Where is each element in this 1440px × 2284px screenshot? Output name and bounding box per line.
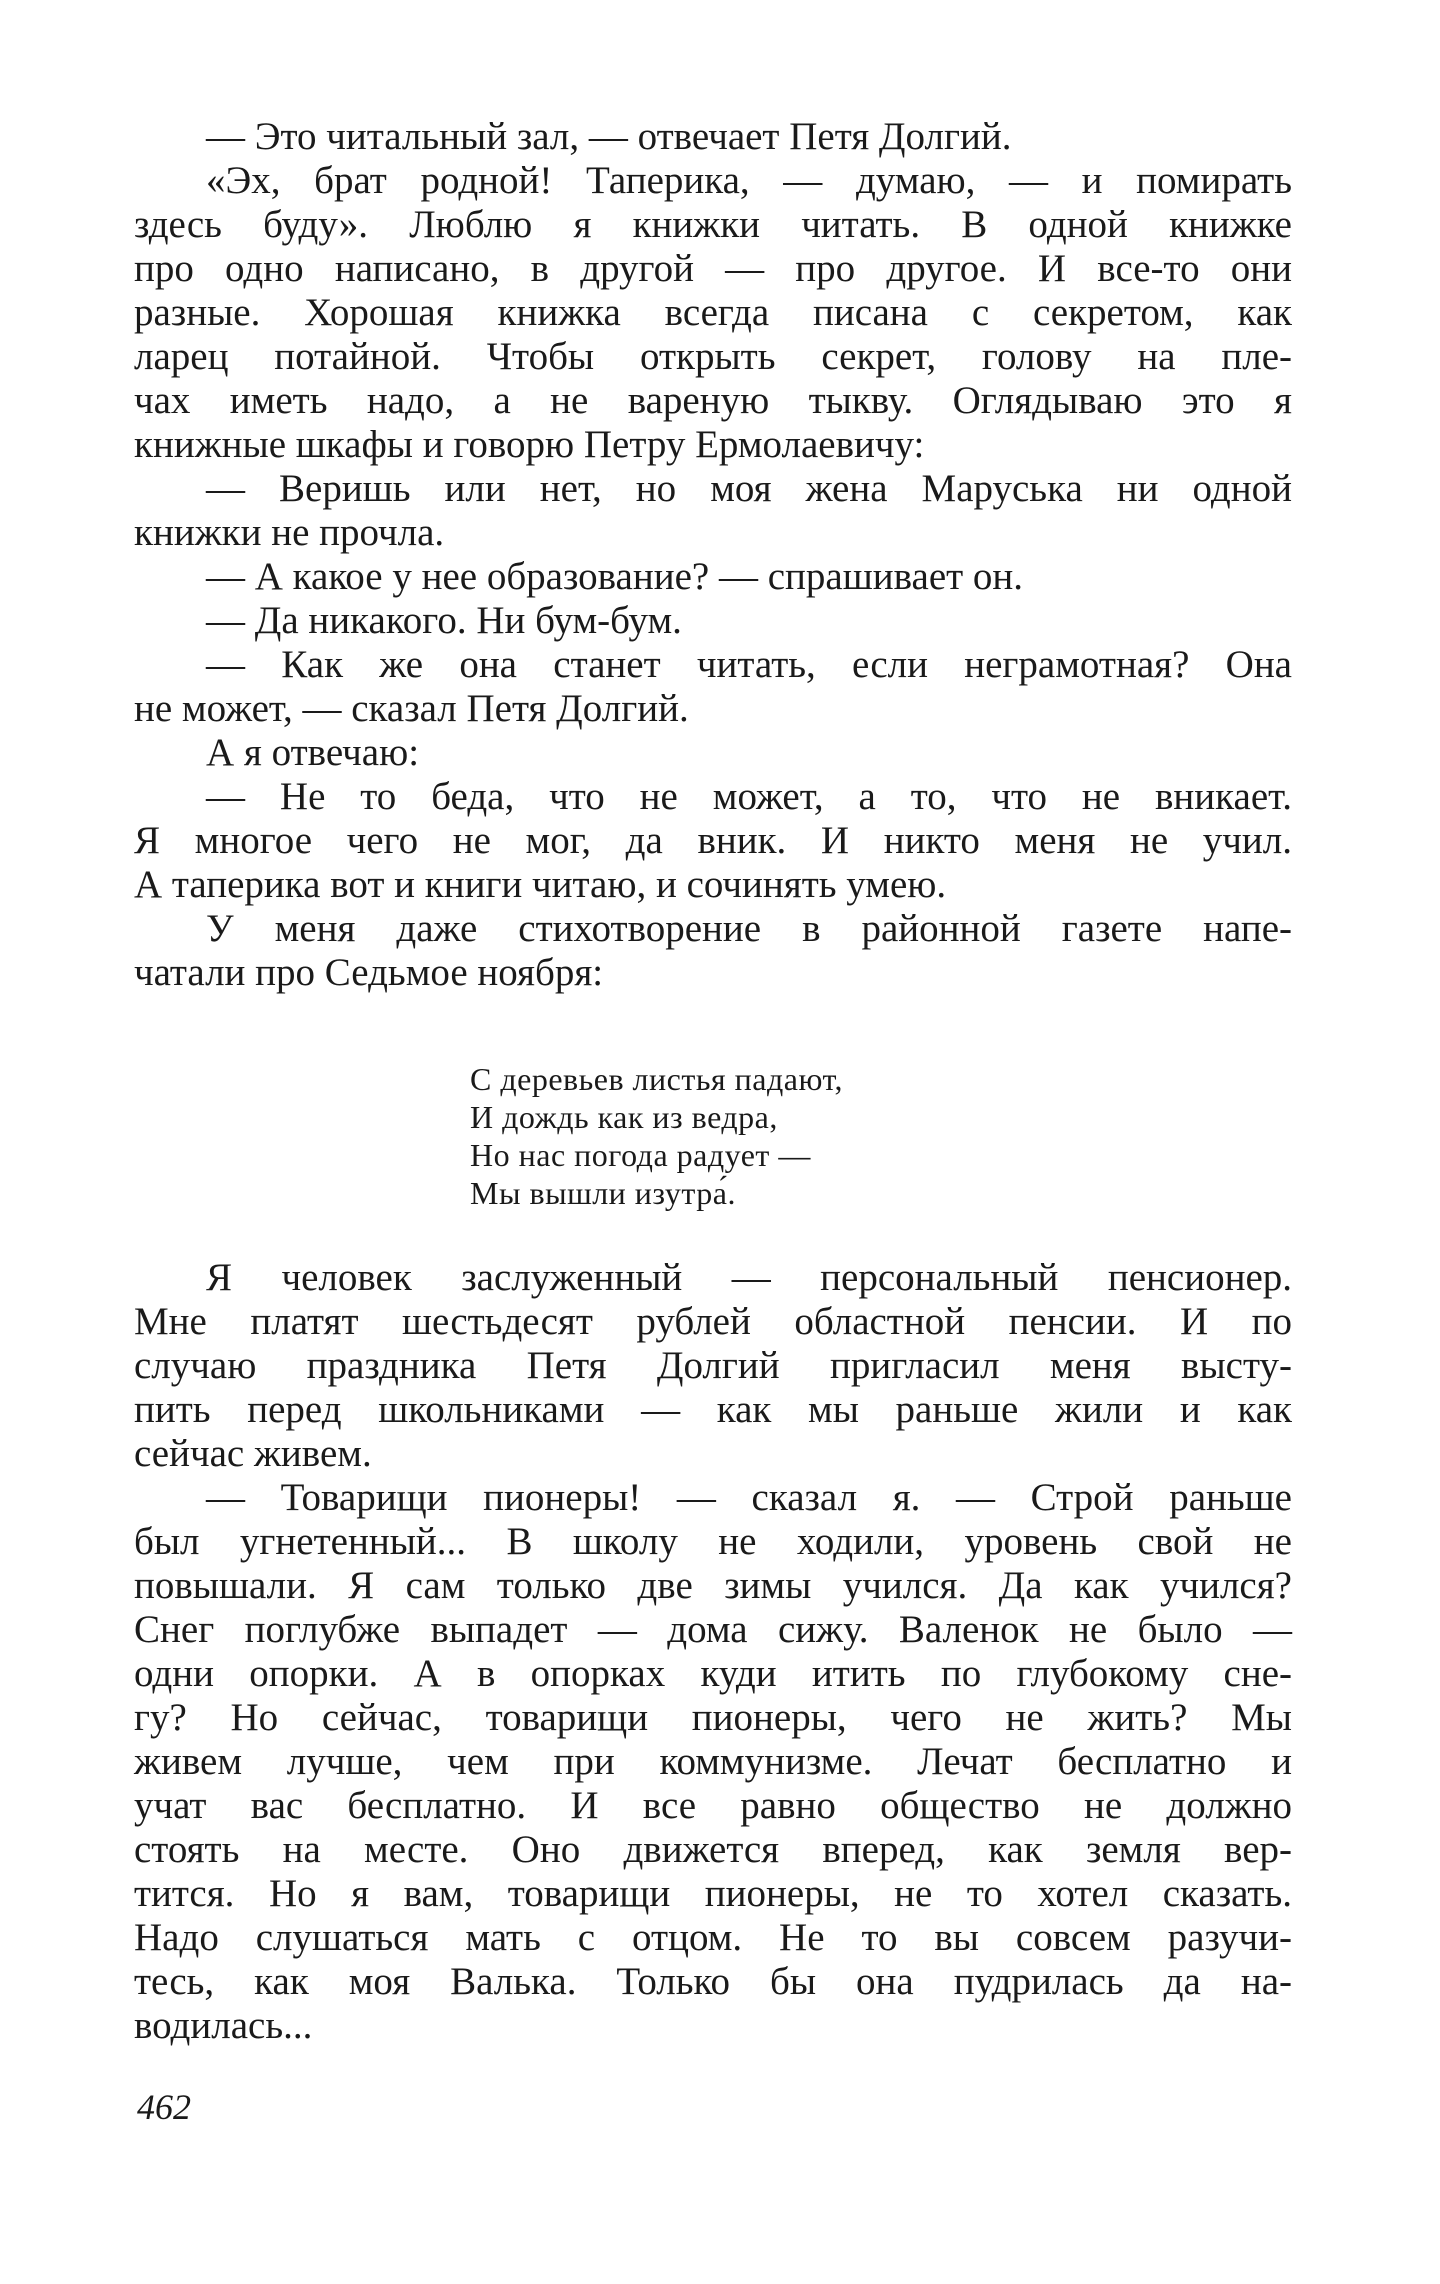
text-line: разные. Хорошая книжка всегда писана с секретом, как	[134, 291, 1292, 334]
text-line: У меня даже стихотворение в районной газете напе-	[206, 907, 1292, 950]
text-line: водилась...	[134, 2004, 313, 2047]
text-line: книжные шкафы и говорю Петру Ермолаевичу:	[134, 423, 925, 466]
text-line: — А какое у нее образование? — спрашивает он.	[206, 555, 1024, 598]
text-line: — Да никакого. Ни бум-бум.	[206, 599, 682, 642]
text-line: Мне платят шестьдесят рублей областной пенсии. И по	[134, 1300, 1292, 1343]
poem-line: С деревьев листья падают,	[470, 1061, 844, 1097]
text-line: учат вас бесплатно. И все равно общество не должно	[134, 1784, 1292, 1827]
text-line: чах иметь надо, а не вареную тыкву. Оглядываю это я	[134, 379, 1292, 422]
text-line: «Эх, брат родной! Таперика, — думаю, — и помирать	[206, 159, 1292, 202]
text-line: стоять на месте. Оно движется вперед, как земля вер-	[134, 1828, 1292, 1871]
text-line: не может, — сказал Петя Долгий.	[134, 687, 689, 730]
text-line: А я отвечаю:	[206, 731, 420, 774]
text-line: — Как же она станет читать, если неграмотная? Она	[206, 643, 1292, 686]
text-line: чатали про Седьмое ноября:	[134, 951, 604, 994]
poem-line: Мы вышли изутра́.	[470, 1175, 736, 1211]
text-line: — Не то беда, что не может, а то, что не вникает.	[206, 775, 1292, 818]
prose-section-2	[134, 1256, 1292, 2048]
text-line: живем лучше, чем при коммунизме. Лечат бесплатно и	[134, 1740, 1292, 1783]
text-line: А таперика вот и книги читаю, и сочинять умею.	[134, 863, 947, 906]
poem-stanza	[470, 1060, 1030, 1212]
text-line: здесь буду». Люблю я книжки читать. В одной книжке	[134, 203, 1292, 246]
text-line: — Это читальный зал, — отвечает Петя Долгий.	[206, 115, 1012, 158]
text-line: случаю праздника Петя Долгий пригласил меня высту-	[134, 1344, 1292, 1387]
text-line: Снег поглубже выпадет — дома сижу. Валенок не было —	[134, 1608, 1292, 1651]
text-line: Я человек заслуженный — персональный пенсионер.	[206, 1256, 1292, 1299]
text-line: одни опорки. А в опорках куди итить по глубокому сне-	[134, 1652, 1292, 1695]
prose-section-1	[134, 115, 1292, 995]
poem-line: Но нас погода радует —	[470, 1137, 811, 1173]
text-line: пить перед школьниками — как мы раньше жили и как	[134, 1388, 1292, 1431]
text-line: ларец потайной. Чтобы открыть секрет, голову на пле-	[134, 335, 1292, 378]
text-line: — Веришь или нет, но моя жена Маруська ни одной	[206, 467, 1292, 510]
text-line: — Товарищи пионеры! — сказал я. — Строй раньше	[206, 1476, 1292, 1519]
text-line: был угнетенный... В школу не ходили, уровень свой не	[134, 1520, 1292, 1563]
poem-line: И дождь как из ведра,	[470, 1099, 778, 1135]
page-number: 462	[137, 2087, 191, 2127]
text-line: Я многое чего не мог, да вник. И никто меня не учил.	[134, 819, 1292, 862]
text-line: тится. Но я вам, товарищи пионеры, не то хотел сказать.	[134, 1872, 1292, 1915]
text-line: гу? Но сейчас, товарищи пионеры, чего не жить? Мы	[134, 1696, 1292, 1739]
text-line: Надо слушаться мать с отцом. Не то вы совсем разучи-	[134, 1916, 1292, 1959]
text-line: сейчас живем.	[134, 1432, 372, 1475]
text-line: книжки не прочла.	[134, 511, 445, 554]
text-line: про одно написано, в другой — про другое. И все-то они	[134, 247, 1292, 290]
text-line: повышали. Я сам только две зимы учился. Да как учился?	[134, 1564, 1292, 1607]
text-line: тесь, как моя Валька. Только бы она пудрилась да на-	[134, 1960, 1292, 2003]
